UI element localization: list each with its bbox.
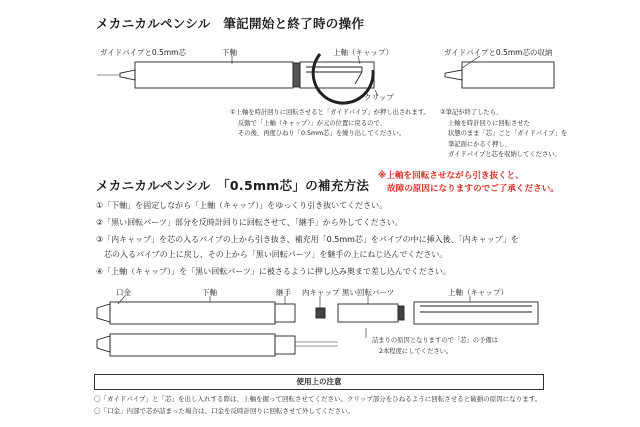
- step-3: ③「内キャップ」を芯の入るパイプの上から引き抜き、補充用「0.5mm芯」をパイプの中に挿入後、「内キャップ」を: [96, 235, 519, 244]
- note1-line: その後、再度ひねり「0.5mm芯」を繰り出してください。: [238, 130, 406, 137]
- pencil-top-right-illustration: [445, 56, 554, 88]
- section1-title: メカニカルペンシル 筆記開始と終了時の操作: [96, 16, 365, 31]
- label-lower-shaft: 下軸: [222, 48, 237, 57]
- note2-line: 上軸を時計回りに回転させた: [448, 119, 530, 127]
- step-4: ④「上軸（キャップ）」を「黒い回転パーツ」に被さるように押し込み奥まで差し込んでください。: [96, 267, 451, 276]
- label-guide-pipe: ガイドパイプと0.5mm芯: [100, 48, 186, 57]
- label-upper-shaft: 上軸（キャップ）: [333, 48, 394, 57]
- caution-title-box: [94, 374, 544, 390]
- warning-text: [378, 170, 559, 196]
- step-2: ②「黒い回転パーツ」部分を反時計回りに回転させて、「継手」から外してください。: [96, 218, 403, 227]
- clog-note: [372, 336, 498, 357]
- step-1: ①「下軸」を固定しながら「上軸（キャップ）」をゆっくり引き抜いてください。: [96, 201, 388, 210]
- warning-line: ※上軸を回転させながら引き抜くと、: [378, 171, 524, 181]
- note1-line: 反動で「上軸（キャップ）」が元の位置に戻るので、: [238, 119, 386, 127]
- label-black-rotating-part: 黒い回転パーツ: [342, 288, 395, 297]
- label-lower-shaft-2: 下軸: [202, 288, 217, 297]
- label-upper-shaft-2: 上軸（キャップ）: [448, 288, 509, 297]
- clog-note-line: 2本程度にしてください。: [379, 347, 453, 355]
- caution-title: 使用上の注意: [296, 377, 342, 386]
- section2-title: メカニカルペンシル 「0.5mm芯」の補充方法: [96, 178, 370, 193]
- label-guide-pipe-storage: ガイドパイプと0.5mm芯の収納: [444, 48, 553, 57]
- label-joint: 継手: [276, 288, 291, 297]
- label-mouthpiece: 口金: [116, 288, 131, 297]
- clog-note-line: 詰まりの原因となりますので「芯」の予備は: [372, 337, 498, 344]
- note2: [440, 108, 567, 161]
- note2-line: 筆記面にかるく押し、: [448, 140, 511, 148]
- pencil-top-left-illustration: [97, 54, 374, 103]
- note2-line: ②筆記が終了したら、: [440, 109, 503, 116]
- step-3-cont: 芯の入るパイプの上に戻し、その上から「黒い回転パーツ」を継手の上にねじ込んでください。: [96, 250, 448, 259]
- note2-line: ガイドパイプと芯を収納してください。: [448, 151, 561, 158]
- label-inner-cap: 内キャップ: [302, 288, 340, 297]
- caution-line-2: 〇「口金」内部で芯が詰まった場合は、口金を反時計回りに回転させて外してください。: [94, 407, 354, 415]
- note2-line: 状態のまま「芯」ごと「ガイドパイプ」を: [448, 130, 568, 137]
- note1: [230, 108, 430, 140]
- label-clip: クリップ: [364, 93, 394, 102]
- caution-line-1: 〇「ガイドパイプ」と「芯」を出し入れする際は、上軸を握って回転させてください。クリップ部分をひねるように回転させると破損の原因になります。: [94, 395, 542, 403]
- warning-line: 故障の原因になりますのでご了承ください。: [387, 184, 559, 194]
- note1-line: ①上軸を時計回りに回転させると「ガイドパイプ」が押し出されます。: [230, 109, 430, 116]
